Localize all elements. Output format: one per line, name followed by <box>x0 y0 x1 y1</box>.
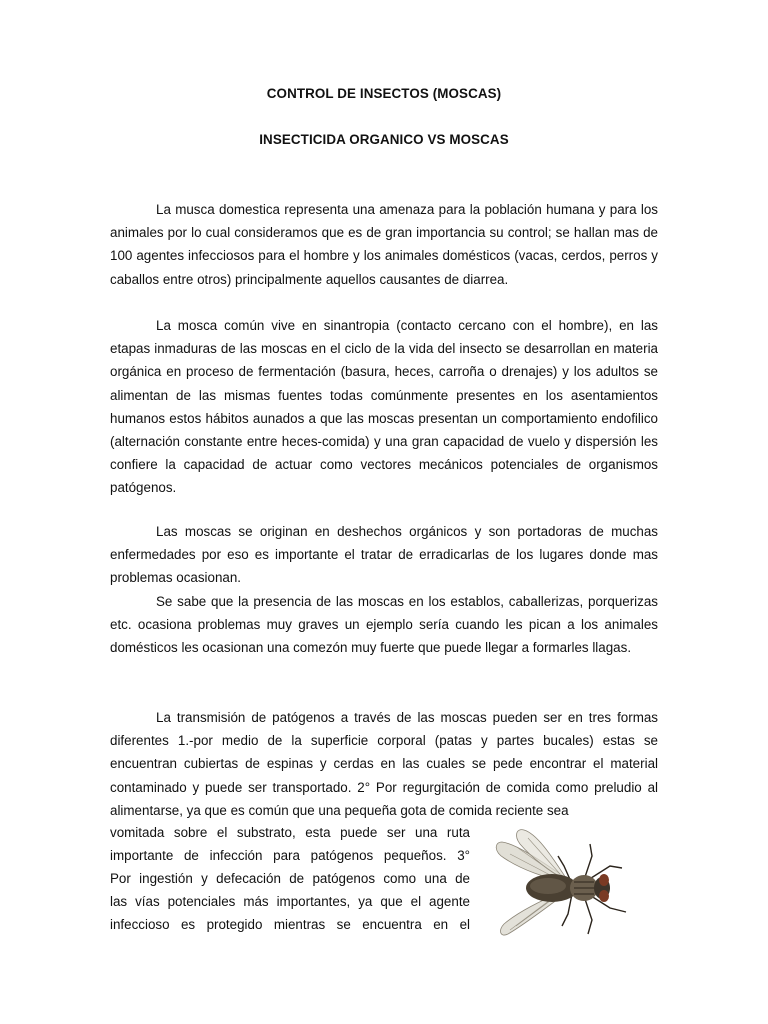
housefly-photo-icon <box>488 826 644 944</box>
document-subtitle: INSECTICIDA ORGANICO VS MOSCAS <box>259 132 509 147</box>
paragraph-establos: Se sabe que la presencia de las moscas en los establos, caballerizas, porquerizas etc. ocasiona problemas muy graves un ejemplo sería cuando les pican a los animales domésticos les ocasionan una comezón muy fuerte que puede llegar a formarles llagas. <box>110 594 658 656</box>
wrapped-text-line: vomitada sobre el substrato, esta puede ser una ruta <box>110 825 470 840</box>
paragraph-transmision: La transmisión de patógenos a través de las moscas pueden ser en tres formas diferentes 1.-por medio de la superficie corporal (patas y partes bucales) estas se encuentran cubiertas de espinas y cerdas en las cuales se pede encontrar el material contaminado y puede ser transportado. 2° Por regurgitación de comida como preludio al alimentarse, ya que es común que una pequeña gota de comida reciente sea <box>110 710 658 818</box>
paragraph-origen: Las moscas se originan en deshechos orgánicos y son portadoras de muchas enfermedades por eso es importante el tratar de erradicarlas de los lugares donde mas problemas ocasionan. <box>110 524 658 586</box>
wrapped-text-line: Por ingestión y defecación de patógenos como una de <box>110 871 470 886</box>
paragraph-sinantropia: La mosca común vive en sinantropia (contacto cercano con el hombre), en las etapas inmaduras de las moscas en el ciclo de la vida del insecto se desarrollan en materia orgánica en proceso de fermentación (basura, heces, carroña o drenajes) y los adultos se alimentan de las mismas fuentes todas comúnmente presentes en los asentamientos humanos estos hábitos aunados a que las moscas presentan un comportamiento endofilico (alternación constante entre heces-comida) y una gran capacidad de vuelo y dispersión les confiere la capacidad de actuar como vectores mecánicos potenciales de organismos patógenos. <box>110 318 658 496</box>
document-title: CONTROL DE INSECTOS (MOSCAS) <box>266 86 502 101</box>
wrapped-text-line: las vías potenciales más importantes, ya que el agente <box>110 894 470 909</box>
wrapped-text-line: infeccioso es protegido mientras se encuentra en el <box>110 917 470 932</box>
wrapped-text-line: importante de infección para patógenos pequeños. 3° <box>110 848 470 863</box>
paragraph-intro: La musca domestica representa una amenaza para la población humana y para los animales por lo cual consideramos que es de gran importancia su control; se hallan mas de 100 agentes infecciosos para el hombre y los animales domésticos (vacas, cerdos, perros y caballos entre otros) principalmente aquellos causantes de diarrea. <box>110 202 658 287</box>
